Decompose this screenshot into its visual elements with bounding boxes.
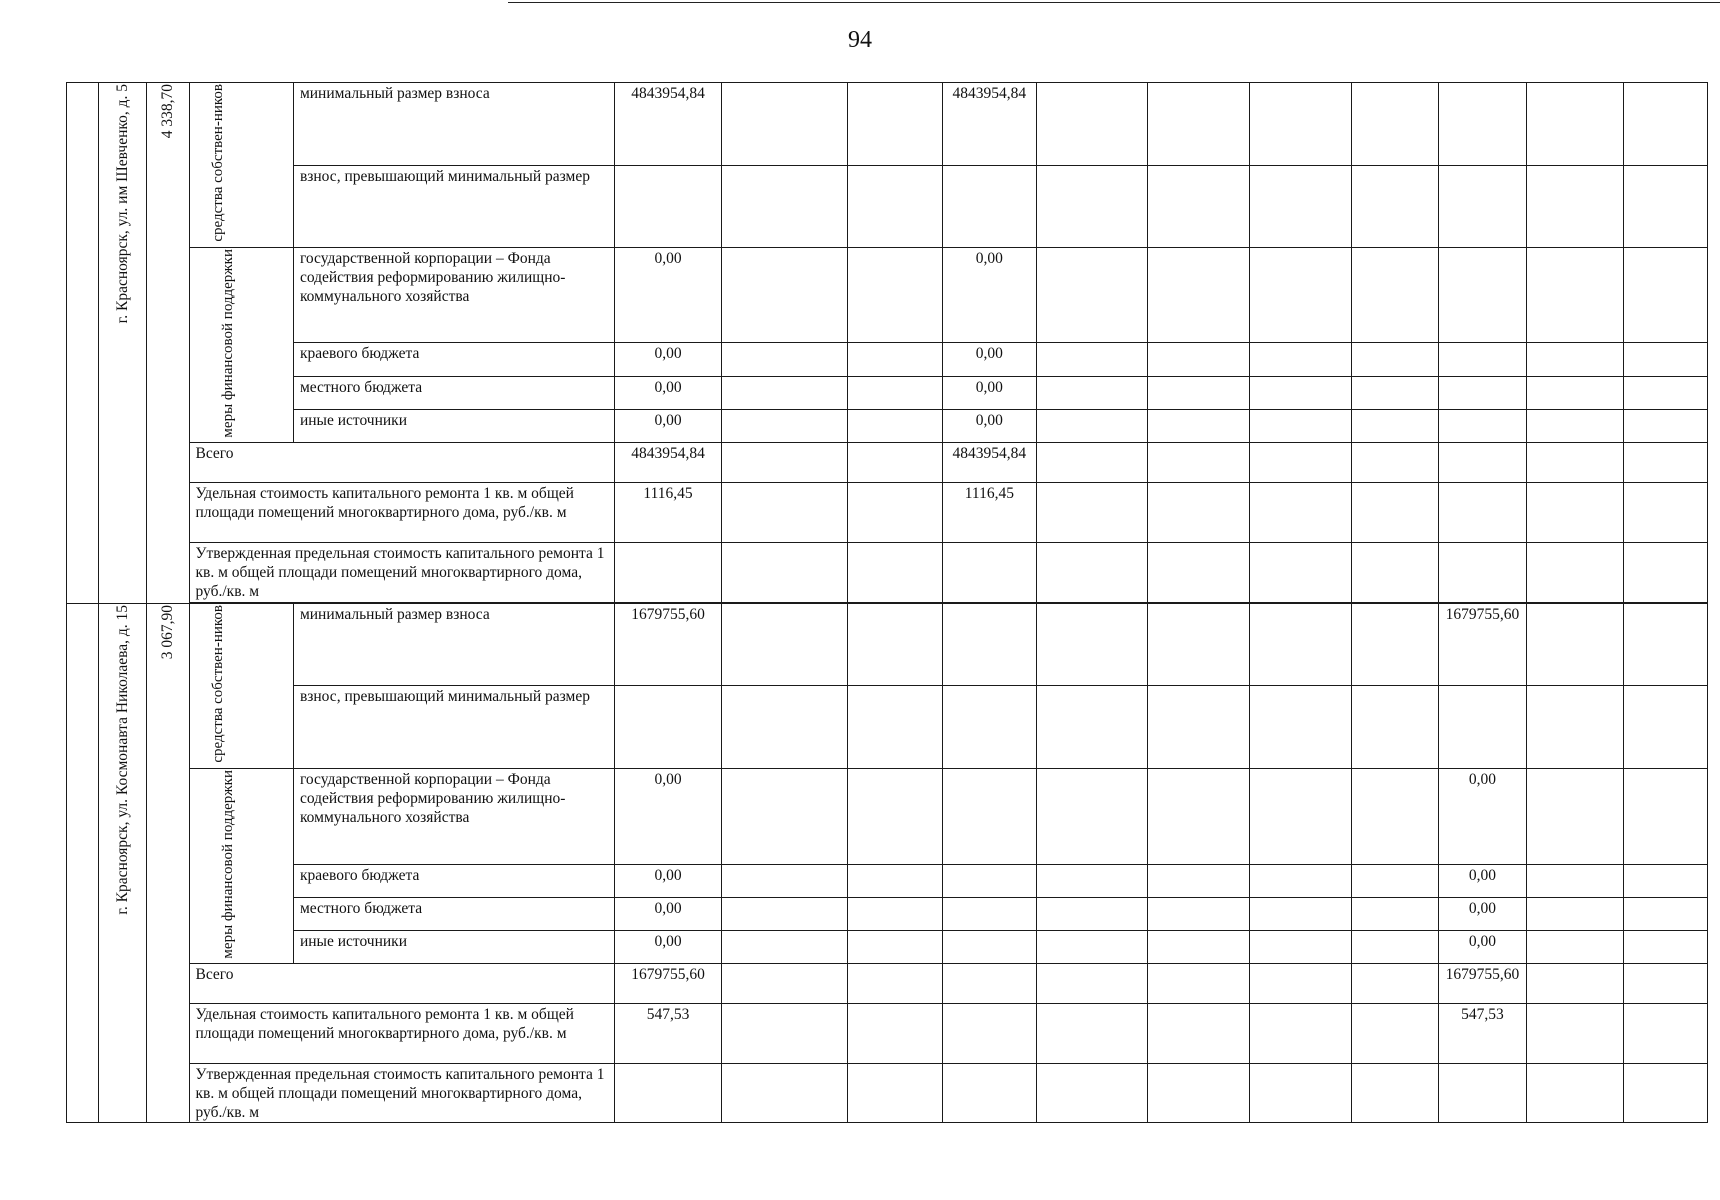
empty-cell xyxy=(1037,83,1147,166)
empty-cell xyxy=(1527,1004,1623,1064)
empty-cell xyxy=(721,343,848,376)
row-label: местного бюджета xyxy=(293,376,614,409)
empty-cell xyxy=(1147,443,1249,483)
empty-cell xyxy=(1527,166,1623,247)
row-label: взнос, превышающий минимальный размер xyxy=(293,686,614,768)
empty-cell xyxy=(848,443,942,483)
table-row xyxy=(67,83,1708,166)
empty-cell xyxy=(1037,865,1147,898)
empty-cell xyxy=(1352,83,1438,166)
empty-cell xyxy=(1037,409,1147,442)
owners-group-text: средства собствен-ников xyxy=(210,84,227,242)
empty-cell xyxy=(1147,376,1249,409)
empty-cell xyxy=(1037,443,1147,483)
table-row xyxy=(67,686,1708,768)
area-cell xyxy=(147,83,189,604)
value-work: 0,00 xyxy=(942,343,1036,376)
empty-cell xyxy=(1623,543,1707,603)
empty-cell xyxy=(1438,483,1526,543)
empty-cell xyxy=(1147,964,1249,1004)
empty-cell xyxy=(848,686,942,768)
empty-cell xyxy=(615,686,721,768)
address-text: г. Красноярск, ул. Космонавта Николаева, д. 15 xyxy=(114,605,132,915)
empty-cell xyxy=(1438,166,1526,247)
empty-cell xyxy=(848,1004,942,1064)
empty-cell xyxy=(1147,343,1249,376)
empty-cell xyxy=(848,1064,942,1123)
empty-cell xyxy=(1438,343,1526,376)
value-work: 1679755,60 xyxy=(1438,964,1526,1004)
empty-cell xyxy=(1037,247,1147,343)
empty-cell xyxy=(942,543,1036,603)
empty-cell xyxy=(1623,604,1707,686)
empty-cell xyxy=(942,686,1036,768)
value-work: 0,00 xyxy=(1438,865,1526,898)
support-group-text: меры финансовой поддержки xyxy=(220,769,237,959)
table-row xyxy=(67,898,1708,931)
empty-cell xyxy=(1623,443,1707,483)
empty-cell xyxy=(848,343,942,376)
empty-cell xyxy=(1147,768,1249,864)
empty-cell xyxy=(1623,83,1707,166)
empty-cell xyxy=(1352,604,1438,686)
row-label: Удельная стоимость капитального ремонта 1 кв. м общей площади помещений многоквартирного дома, руб./кв. м xyxy=(189,483,615,543)
empty-cell xyxy=(1438,686,1526,768)
value-work: 0,00 xyxy=(1438,931,1526,964)
empty-cell xyxy=(1527,343,1623,376)
empty-cell xyxy=(1249,931,1351,964)
empty-cell xyxy=(1249,768,1351,864)
empty-cell xyxy=(1037,768,1147,864)
empty-cell xyxy=(1249,409,1351,442)
empty-cell xyxy=(721,543,848,603)
row-label: краевого бюджета xyxy=(293,343,614,376)
empty-cell xyxy=(1249,964,1351,1004)
value-total: 0,00 xyxy=(615,898,721,931)
row-label: минимальный размер взноса xyxy=(293,604,614,686)
blank-cell xyxy=(67,604,99,1123)
support-group-cell xyxy=(189,247,293,443)
empty-cell xyxy=(1352,931,1438,964)
empty-cell xyxy=(1037,931,1147,964)
empty-cell xyxy=(1249,1064,1351,1123)
empty-cell xyxy=(848,865,942,898)
empty-cell xyxy=(721,247,848,343)
empty-cell xyxy=(942,865,1036,898)
empty-cell xyxy=(721,931,848,964)
value-total: 0,00 xyxy=(615,931,721,964)
empty-cell xyxy=(1527,83,1623,166)
empty-cell xyxy=(1527,409,1623,442)
empty-cell xyxy=(721,768,848,864)
empty-cell xyxy=(1037,898,1147,931)
empty-cell xyxy=(848,166,942,247)
empty-cell xyxy=(1623,376,1707,409)
table-row xyxy=(67,931,1708,964)
address-cell xyxy=(99,83,147,604)
page-number: 94 xyxy=(848,27,872,53)
value-total: 1679755,60 xyxy=(615,964,721,1004)
empty-cell xyxy=(1249,83,1351,166)
empty-cell xyxy=(721,166,848,247)
value-total: 1116,45 xyxy=(615,483,721,543)
empty-cell xyxy=(1352,247,1438,343)
empty-cell xyxy=(1623,409,1707,442)
empty-cell xyxy=(615,166,721,247)
row-label: Всего xyxy=(189,964,615,1004)
empty-cell xyxy=(1352,483,1438,543)
empty-cell xyxy=(1623,898,1707,931)
table-row xyxy=(67,376,1708,409)
row-label: государственной корпорации – Фонда содействия реформированию жилищно-коммунального хозяйства xyxy=(293,247,614,343)
empty-cell xyxy=(1438,1064,1526,1123)
owners-group-cell xyxy=(189,604,293,769)
empty-cell xyxy=(1037,1064,1147,1123)
empty-cell xyxy=(1249,376,1351,409)
value-work: 4843954,84 xyxy=(942,443,1036,483)
value-work: 547,53 xyxy=(1438,1004,1526,1064)
empty-cell xyxy=(1527,964,1623,1004)
empty-cell xyxy=(942,768,1036,864)
empty-cell xyxy=(1249,1004,1351,1064)
empty-cell xyxy=(1527,443,1623,483)
table-row xyxy=(67,247,1708,343)
table-row xyxy=(67,543,1708,603)
value-work: 1679755,60 xyxy=(1438,604,1526,686)
area-text: 3 067,90 xyxy=(159,605,177,660)
empty-cell xyxy=(721,483,848,543)
row-label: местного бюджета xyxy=(293,898,614,931)
value-total: 0,00 xyxy=(615,865,721,898)
value-work: 4843954,84 xyxy=(942,83,1036,166)
empty-cell xyxy=(1623,686,1707,768)
row-label: краевого бюджета xyxy=(293,865,614,898)
empty-cell xyxy=(1147,1064,1249,1123)
empty-cell xyxy=(1249,483,1351,543)
empty-cell xyxy=(1352,543,1438,603)
empty-cell xyxy=(942,1064,1036,1123)
empty-cell xyxy=(721,443,848,483)
owners-group-text: средства собствен-ников xyxy=(210,605,227,763)
empty-cell xyxy=(721,376,848,409)
empty-cell xyxy=(1623,964,1707,1004)
empty-cell xyxy=(848,83,942,166)
row-label: Утвержденная предельная стоимость капитального ремонта 1 кв. м общей площади помещений многоквартирного дома, руб./кв. м xyxy=(189,543,615,603)
empty-cell xyxy=(1037,1004,1147,1064)
capital-repair-table xyxy=(66,82,1708,1123)
value-work: 0,00 xyxy=(942,409,1036,442)
empty-cell xyxy=(1623,1064,1707,1123)
address-text: г. Красноярск, ул. им Шевченко, д. 5 xyxy=(114,84,132,324)
support-group-cell xyxy=(189,768,293,964)
row-label: государственной корпорации – Фонда содействия реформированию жилищно-коммунального хозяйства xyxy=(293,768,614,864)
empty-cell xyxy=(1352,1064,1438,1123)
empty-cell xyxy=(1527,898,1623,931)
table-row xyxy=(67,343,1708,376)
empty-cell xyxy=(1623,768,1707,864)
empty-cell xyxy=(1623,343,1707,376)
empty-cell xyxy=(721,865,848,898)
empty-cell xyxy=(848,604,942,686)
table-row xyxy=(67,964,1708,1004)
row-label: иные источники xyxy=(293,409,614,442)
empty-cell xyxy=(1352,443,1438,483)
value-work: 0,00 xyxy=(1438,768,1526,864)
empty-cell xyxy=(1352,1004,1438,1064)
empty-cell xyxy=(942,604,1036,686)
empty-cell xyxy=(1352,166,1438,247)
value-work: 0,00 xyxy=(1438,898,1526,931)
blank-cell xyxy=(67,83,99,604)
empty-cell xyxy=(1037,343,1147,376)
value-work: 1116,45 xyxy=(942,483,1036,543)
value-total: 0,00 xyxy=(615,247,721,343)
table-row xyxy=(67,604,1708,686)
empty-cell xyxy=(721,409,848,442)
value-total: 547,53 xyxy=(615,1004,721,1064)
empty-cell xyxy=(1037,604,1147,686)
empty-cell xyxy=(721,83,848,166)
area-cell xyxy=(147,604,189,1123)
empty-cell xyxy=(721,686,848,768)
empty-cell xyxy=(848,483,942,543)
empty-cell xyxy=(1249,898,1351,931)
empty-cell xyxy=(1037,964,1147,1004)
empty-cell xyxy=(1527,543,1623,603)
empty-cell xyxy=(1037,376,1147,409)
value-work: 0,00 xyxy=(942,247,1036,343)
address-cell xyxy=(99,604,147,1123)
empty-cell xyxy=(1037,543,1147,603)
row-label: Утвержденная предельная стоимость капитального ремонта 1 кв. м общей площади помещений многоквартирного дома, руб./кв. м xyxy=(189,1064,615,1123)
value-total: 1679755,60 xyxy=(615,604,721,686)
empty-cell xyxy=(1527,483,1623,543)
empty-cell xyxy=(1527,768,1623,864)
table-row xyxy=(67,409,1708,442)
empty-cell xyxy=(942,1004,1036,1064)
empty-cell xyxy=(1147,1004,1249,1064)
value-work: 0,00 xyxy=(942,376,1036,409)
empty-cell xyxy=(1249,604,1351,686)
empty-cell xyxy=(1623,483,1707,543)
empty-cell xyxy=(721,604,848,686)
empty-cell xyxy=(1249,443,1351,483)
empty-cell xyxy=(615,1064,721,1123)
empty-cell xyxy=(848,931,942,964)
empty-cell xyxy=(848,964,942,1004)
empty-cell xyxy=(942,931,1036,964)
empty-cell xyxy=(1438,409,1526,442)
value-total: 0,00 xyxy=(615,343,721,376)
table-row xyxy=(67,865,1708,898)
empty-cell xyxy=(1147,931,1249,964)
table-row xyxy=(67,1004,1708,1064)
empty-cell xyxy=(1623,166,1707,247)
empty-cell xyxy=(1438,83,1526,166)
table-row xyxy=(67,443,1708,483)
empty-cell xyxy=(721,898,848,931)
value-total: 0,00 xyxy=(615,409,721,442)
empty-cell xyxy=(721,964,848,1004)
empty-cell xyxy=(1438,543,1526,603)
empty-cell xyxy=(1527,604,1623,686)
empty-cell xyxy=(1352,865,1438,898)
empty-cell xyxy=(1037,483,1147,543)
top-rule xyxy=(508,2,1720,3)
empty-cell xyxy=(1249,166,1351,247)
table-row xyxy=(67,483,1708,543)
empty-cell xyxy=(1527,376,1623,409)
empty-cell xyxy=(1352,343,1438,376)
empty-cell xyxy=(1147,409,1249,442)
empty-cell xyxy=(1352,964,1438,1004)
empty-cell xyxy=(1147,83,1249,166)
row-label: взнос, превышающий минимальный размер xyxy=(293,166,614,247)
value-total: 4843954,84 xyxy=(615,443,721,483)
empty-cell xyxy=(848,409,942,442)
empty-cell xyxy=(1352,768,1438,864)
empty-cell xyxy=(942,898,1036,931)
empty-cell xyxy=(1037,686,1147,768)
empty-cell xyxy=(1527,686,1623,768)
empty-cell xyxy=(1527,247,1623,343)
row-label: иные источники xyxy=(293,931,614,964)
empty-cell xyxy=(1037,166,1147,247)
empty-cell xyxy=(1147,865,1249,898)
empty-cell xyxy=(848,543,942,603)
area-text: 4 338,70 xyxy=(159,84,177,139)
empty-cell xyxy=(1147,166,1249,247)
empty-cell xyxy=(942,964,1036,1004)
table-row xyxy=(67,1064,1708,1123)
empty-cell xyxy=(1623,931,1707,964)
empty-cell xyxy=(1352,409,1438,442)
empty-cell xyxy=(848,768,942,864)
empty-cell xyxy=(1147,543,1249,603)
empty-cell xyxy=(1527,865,1623,898)
empty-cell xyxy=(1249,865,1351,898)
value-total: 0,00 xyxy=(615,376,721,409)
value-total: 4843954,84 xyxy=(615,83,721,166)
empty-cell xyxy=(721,1004,848,1064)
empty-cell xyxy=(1352,898,1438,931)
empty-cell xyxy=(1147,604,1249,686)
empty-cell xyxy=(1249,247,1351,343)
empty-cell xyxy=(1249,343,1351,376)
support-group-text: меры финансовой поддержки xyxy=(220,248,237,438)
empty-cell xyxy=(1352,686,1438,768)
owners-group-cell xyxy=(189,83,293,248)
empty-cell xyxy=(1147,686,1249,768)
empty-cell xyxy=(1249,686,1351,768)
row-label: Всего xyxy=(189,443,615,483)
empty-cell xyxy=(1527,931,1623,964)
empty-cell xyxy=(1438,376,1526,409)
empty-cell xyxy=(1623,865,1707,898)
empty-cell xyxy=(1352,376,1438,409)
empty-cell xyxy=(1623,1004,1707,1064)
empty-cell xyxy=(848,898,942,931)
table-row xyxy=(67,166,1708,247)
empty-cell xyxy=(1623,247,1707,343)
empty-cell xyxy=(1438,443,1526,483)
empty-cell xyxy=(1438,247,1526,343)
empty-cell xyxy=(721,1064,848,1123)
empty-cell xyxy=(1147,898,1249,931)
empty-cell xyxy=(1147,247,1249,343)
value-total: 0,00 xyxy=(615,768,721,864)
empty-cell xyxy=(848,376,942,409)
empty-cell xyxy=(1249,543,1351,603)
empty-cell xyxy=(1147,483,1249,543)
empty-cell xyxy=(848,247,942,343)
table-row xyxy=(67,768,1708,864)
row-label: минимальный размер взноса xyxy=(293,83,614,166)
row-label: Удельная стоимость капитального ремонта 1 кв. м общей площади помещений многоквартирного дома, руб./кв. м xyxy=(189,1004,615,1064)
empty-cell xyxy=(942,166,1036,247)
empty-cell xyxy=(1527,1064,1623,1123)
empty-cell xyxy=(615,543,721,603)
